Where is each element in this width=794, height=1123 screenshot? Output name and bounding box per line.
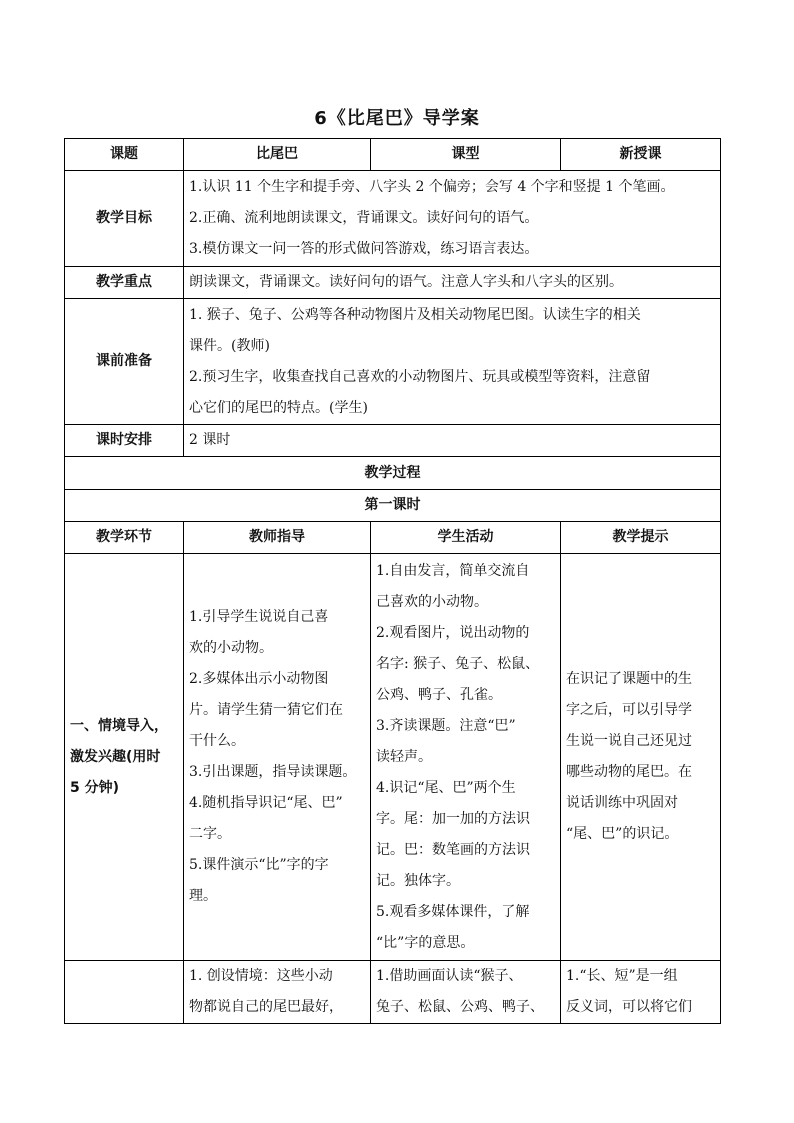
- student-line: 1.借助画面认读“猴子、: [376, 968, 523, 984]
- student-line: “比”字的意思。: [376, 934, 475, 951]
- process-title-row: [65, 457, 721, 490]
- student-line: 3.齐读课题。注意“巴”: [376, 717, 516, 734]
- schedule-row: [65, 425, 721, 457]
- student-line: 己喜欢的小动物。: [376, 593, 488, 610]
- key-points-label: 教学重点: [65, 267, 184, 299]
- student-line: 4.识记“尾、巴”两个生: [376, 779, 516, 796]
- teacher-line: 5.课件演示“比”字的字: [189, 857, 329, 873]
- lesson-title-row: [65, 490, 721, 522]
- preparation-cell: [184, 299, 721, 425]
- stage1-teacher: [184, 554, 371, 961]
- teacher-line: 干什么。: [189, 733, 245, 749]
- header-row: [65, 139, 721, 171]
- lesson-title: 第一课时: [65, 490, 721, 522]
- preparation-line: 2.预习生字，收集查找自己喜欢的小动物图片、玩具或模型等资料，注意留: [189, 368, 651, 385]
- column-header: 教师指导: [184, 522, 371, 554]
- stage2-teacher: [184, 961, 371, 1024]
- tip-line: 在识记了课题中的生: [566, 671, 692, 687]
- student-line: 记。巴：数笔画的方法识: [376, 841, 530, 858]
- type-value: 新授课: [561, 139, 721, 171]
- preparation-row: [65, 299, 721, 425]
- objective-item: 1.认识 11 个生字和提手旁、八字头 2 个偏旁；会写 4 个字和竖提 1 个笔画。: [189, 179, 675, 195]
- key-points-text: 朗读课文，背诵课文。读好问句的语气。注意人字头和八字头的区别。: [184, 267, 721, 299]
- teacher-line: 2.多媒体出示小动物图: [189, 671, 329, 687]
- preparation-line: 1. 猴子、兔子、公鸡等各种动物图片及相关动物尾巴图。认读生字的相关: [189, 306, 641, 323]
- student-line: 1.自由发言，简单交流自: [376, 562, 530, 579]
- topic-label: 课题: [65, 139, 184, 171]
- teacher-line: 片。请学生猜一猜它们在: [189, 702, 343, 718]
- stage1-student: [371, 554, 561, 961]
- column-header: 教学环节: [65, 522, 184, 554]
- tip-line: 字之后，可以引导学: [566, 702, 692, 718]
- stage1-name: [65, 554, 184, 961]
- student-line: 名字: 猴子、兔子、松鼠、: [376, 655, 540, 672]
- objective-item: 2.正确、流利地朗读课文，背诵课文。读好问句的语气。: [189, 210, 539, 226]
- lesson-plan-table: [64, 138, 721, 1024]
- teacher-line: 1. 创设情境：这些小动: [189, 968, 333, 984]
- objectives-row: [65, 171, 721, 267]
- stage1-tips: [561, 554, 721, 961]
- topic-value: 比尾巴: [184, 139, 371, 171]
- preparation-label: 课前准备: [65, 299, 184, 425]
- type-label: 课型: [371, 139, 561, 171]
- teacher-line: 理。: [189, 888, 217, 904]
- tip-line: 反义词，可以将它们: [566, 999, 692, 1015]
- schedule-text: 2 课时: [184, 425, 721, 457]
- student-line: 读轻声。: [376, 748, 432, 765]
- teacher-line: 3.引出课题，指导读课题。: [189, 764, 357, 780]
- student-line: 公鸡、鸭子、孔雀。: [376, 686, 502, 703]
- stage1-name-line: 5 分钟): [70, 779, 120, 796]
- tip-line: 说话训练中巩固对: [566, 795, 678, 811]
- teacher-line: 二字。: [189, 826, 231, 842]
- teacher-line: 物都说自己的尾巴最好，: [189, 999, 343, 1015]
- column-header: 学生活动: [371, 522, 561, 554]
- tip-line: 哪些动物的尾巴。在: [566, 764, 692, 780]
- stage1-row: [65, 554, 721, 961]
- teacher-line: 1.引导学生说说自己喜: [189, 609, 329, 625]
- schedule-label: 课时安排: [65, 425, 184, 457]
- key-points-row: [65, 267, 721, 299]
- column-header: 教学提示: [561, 522, 721, 554]
- objective-item: 3.模仿课文一问一答的形式做问答游戏，练习语言表达。: [189, 241, 539, 257]
- student-line: 记。独体字。: [376, 872, 460, 889]
- stage2-student: [371, 961, 561, 1024]
- preparation-line: 心它们的尾巴的特点。(学生): [189, 399, 368, 416]
- tip-line: “尾、巴”的识记。: [566, 826, 679, 842]
- tip-line: 生说一说自己还见过: [566, 733, 692, 749]
- teacher-line: 欢的小动物。: [189, 640, 273, 656]
- stage2-tips: [561, 961, 721, 1024]
- teacher-line: 4.随机指导识记“尾、巴”: [189, 795, 343, 811]
- objectives-cell: [184, 171, 721, 267]
- preparation-line: 课件。(教师): [189, 337, 270, 354]
- stage2-row: [65, 961, 721, 1024]
- stage2-name: [65, 961, 184, 1024]
- process-title: 教学过程: [65, 457, 721, 490]
- student-line: 兔子、松鼠、公鸡、鸭子、: [376, 999, 544, 1015]
- tip-line: 1.“长、短”是一组: [566, 968, 678, 984]
- student-line: 字。尾：加一加的方法识: [376, 810, 530, 827]
- stage1-name-line: 激发兴趣(用时: [70, 748, 161, 765]
- page-title: 6《比尾巴》导学案: [314, 108, 480, 129]
- column-header-row: [65, 522, 721, 554]
- student-line: 5.观看多媒体课件，了解: [376, 903, 530, 920]
- objectives-label: 教学目标: [65, 171, 184, 267]
- student-line: 2.观看图片，说出动物的: [376, 624, 530, 641]
- stage1-name-line: 一、情境导入，: [70, 717, 168, 734]
